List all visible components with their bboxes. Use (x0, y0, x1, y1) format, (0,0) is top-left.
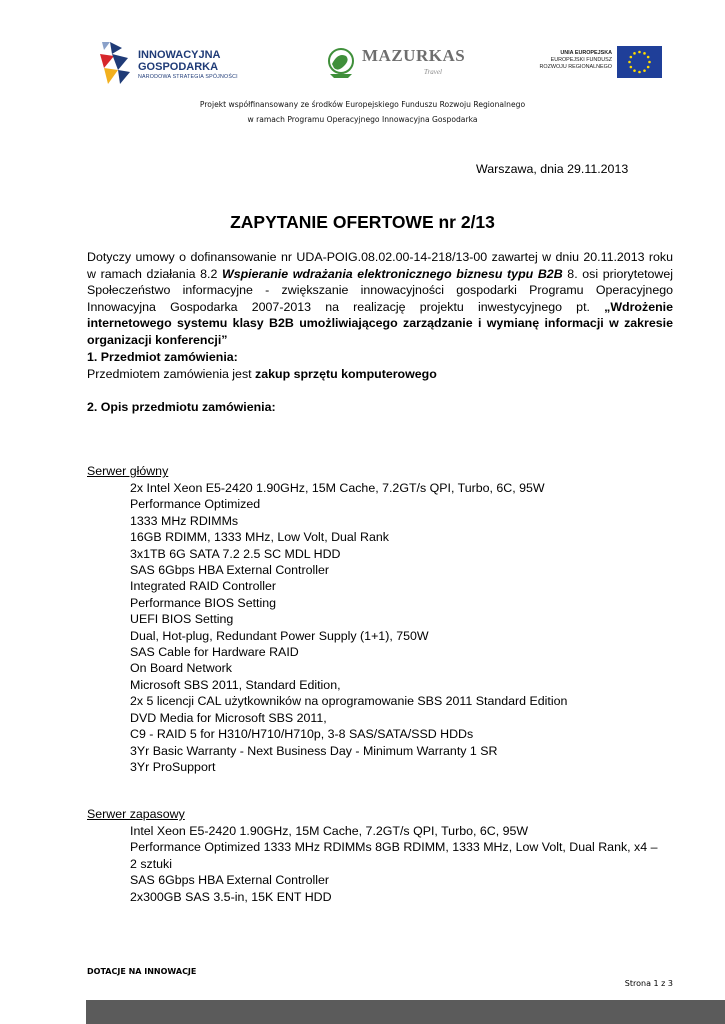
section1-text (87, 366, 677, 383)
section-order-subject (87, 349, 677, 382)
mazurkas-title: MAZURKAS (362, 46, 466, 65)
spec-item: Performance Optimized (130, 497, 261, 512)
spec-item: SAS 6Gbps HBA External Controller (130, 873, 330, 888)
spec-item: 3x1TB 6G SATA 7.2 2.5 SC MDL HDD (130, 546, 341, 561)
eu-star-icon (633, 69, 636, 72)
innowacyjna-gospodarka-emblem-icon (98, 40, 134, 86)
spec-item: Intel Xeon E5-2420 1.90GHz, 15M Cache, 7.2GT/s QPI, Turbo, 6C, 95W (130, 824, 529, 838)
spec-item: C9 - RAID 5 for H310/H710/H710p, 3-8 SAS/SATA/SSD HDDs (130, 727, 474, 742)
eu-star-icon (628, 61, 631, 64)
footer-bar-left-gap (0, 1000, 86, 1024)
footer-label: DOTACJE NA INNOWACJE (87, 967, 197, 976)
document-date: Warszawa, dnia 29.11.2013 (476, 162, 629, 176)
spec-item: Dual, Hot-plug, Redundant Power Supply (1+1), 750W (130, 628, 429, 643)
ig-title-line1: INNOWACYJNA (138, 49, 221, 61)
eu-star-icon (647, 66, 650, 69)
spec-item: 3Yr Basic Warranty - Next Business Day - Minimum Warranty 1 SR (130, 743, 498, 758)
eu-star-icon (643, 69, 646, 72)
eu-logo (530, 46, 662, 80)
eu-star-icon (630, 56, 633, 59)
section1-heading: 1. Przedmiot zamówienia: (87, 350, 238, 364)
spec-item: On Board Network (130, 661, 232, 676)
eu-flag-icon (617, 46, 662, 78)
intro-part3: 8. osi priorytetowej Społeczeństwo informacyjne - zwiększanie innowacyjności gospodarki Programu Operacyjnego Innowacyjna Gospodarka 2007-2013 na realizację projektu inwestycyjnego pt. (87, 266, 674, 314)
eu-star-icon (630, 66, 633, 69)
eu-line2: EUROPEJSKI FUNDUSZ (550, 57, 612, 63)
spec-item: 16GB RDIMM, 1333 MHz, Low Volt, Dual Rank (130, 530, 389, 545)
eu-star-icon (648, 61, 651, 64)
main-server-title: Serwer główny (87, 464, 169, 478)
spec-item: 2x 5 licencji CAL użytkowników na oprogramowanie SBS 2011 Standard Edition (130, 694, 568, 709)
intro-project-title: „Wdrożenie internetowego systemu klasy B2B umożliwiającego zarządzanie i wymianę informacji w zakresie organizacji konferencji” (87, 299, 673, 347)
footer-bar (86, 1000, 725, 1024)
eu-star-icon (638, 51, 641, 54)
section2-heading: 2. Opis przedmiotu zamówienia: (87, 400, 276, 414)
mazurkas-logo (326, 44, 466, 84)
eu-line3: ROZWOJU REGIONALNEGO (539, 64, 612, 70)
spec-item: Microsoft SBS 2011, Standard Edition, (130, 677, 341, 692)
eu-star-icon (643, 52, 646, 55)
project-note-line2: w ramach Programu Operacyjnego Innowacyjna Gospodarka (247, 115, 478, 124)
main-server-spec-list (130, 480, 660, 775)
eu-star-icon (633, 52, 636, 55)
spec-item: SAS Cable for Hardware RAID (130, 645, 299, 660)
spec-item: 3Yr ProSupport (130, 759, 216, 774)
spec-item: DVD Media for Microsoft SBS 2011, (130, 710, 327, 725)
spec-item: Performance Optimized 1333 MHz RDIMMs 8GB RDIMM, 1333 MHz, Low Volt, Dual Rank, x4 – 2 sztuki (130, 840, 658, 871)
project-note-line1: Projekt współfinansowany ze środków Europejskiego Funduszu Rozwoju Regionalnego (199, 100, 526, 109)
intro-paragraph (87, 249, 673, 349)
spec-item: Performance BIOS Setting (130, 595, 277, 610)
innowacyjna-gospodarka-logo (98, 40, 248, 86)
mazurkas-emblem-icon (326, 46, 356, 80)
eu-star-icon (638, 71, 641, 74)
intro-measure-name: Wspieranie wdrażania elektronicznego biznesu typu B2B (222, 266, 563, 281)
spare-server-spec-list (130, 823, 660, 905)
page-number: Strona 1 z 3 (624, 979, 673, 988)
spec-item: 2x Intel Xeon E5-2420 1.90GHz, 15M Cache, 7.2GT/s QPI, Turbo, 6C, 95W (130, 481, 545, 495)
document-title: ZAPYTANIE OFERTOWE nr 2/13 (230, 212, 495, 232)
spare-server-title: Serwer zapasowy (87, 807, 185, 821)
section1-text-prefix: Przedmiotem zamówienia jest (87, 366, 256, 381)
mazurkas-subtitle: Travel (424, 68, 442, 76)
eu-star-icon (647, 56, 650, 59)
spec-item: 1333 MHz RDIMMs (130, 513, 239, 528)
spec-item: SAS 6Gbps HBA External Controller (130, 563, 330, 578)
ig-subtitle: NARODOWA STRATEGIA SPÓJNOŚCI (138, 74, 238, 80)
section-order-description (87, 399, 677, 416)
ig-title-line2: GOSPODARKA (138, 61, 219, 73)
intro-part1: Dotyczy umowy o dofinansowanie nr UDA-POIG.08.02.00-14-218/13-00 zawartej w dniu 20.11.2013 roku w ramach działania 8.2 (87, 250, 673, 281)
eu-line1: UNIA EUROPEJSKA (560, 50, 612, 56)
spec-item: 2x300GB SAS 3.5-in, 15K ENT HDD (130, 889, 332, 904)
project-cofinancing-note (0, 97, 725, 127)
section1-text-bold: zakup sprzętu komputerowego (255, 366, 437, 381)
spec-item: UEFI BIOS Setting (130, 612, 234, 627)
spec-item: Integrated RAID Controller (130, 579, 277, 594)
